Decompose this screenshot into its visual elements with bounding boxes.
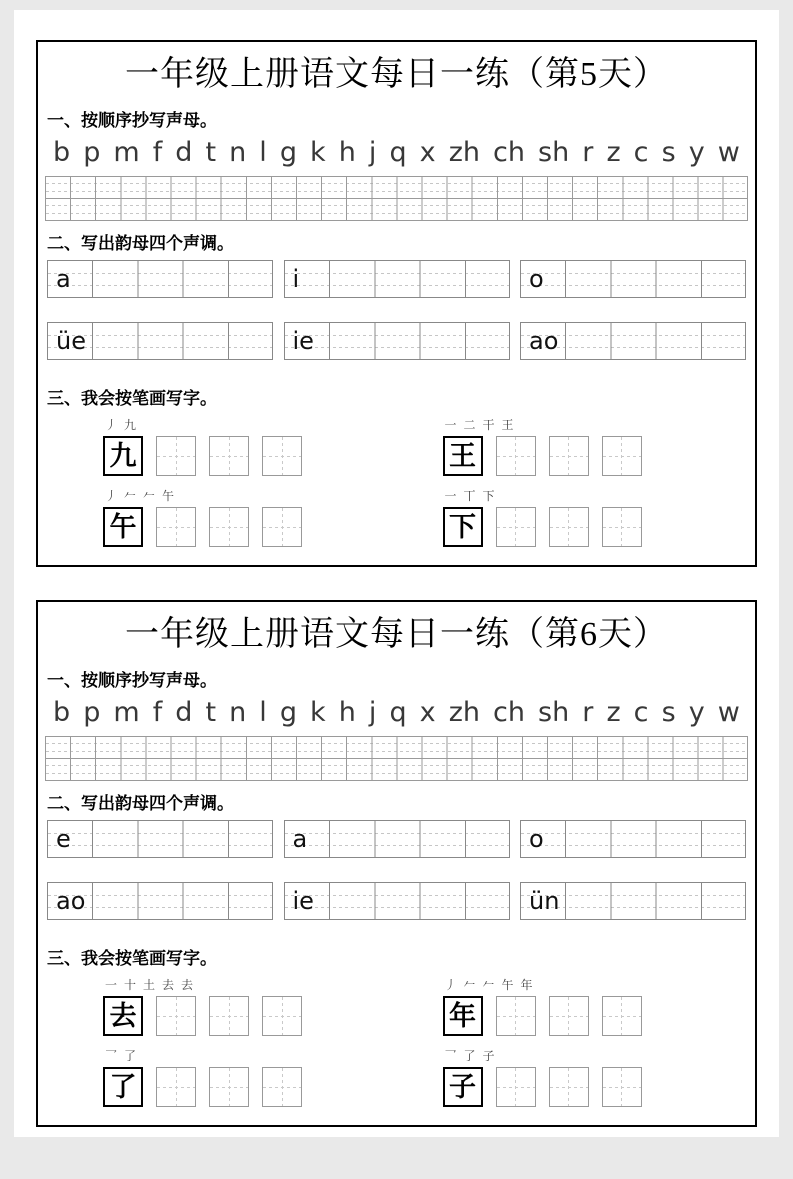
- vowel-group: [47, 820, 273, 858]
- initial-letter: h: [338, 137, 356, 168]
- initial-letter: z: [606, 697, 621, 728]
- char-group: [397, 415, 749, 476]
- section-1-heading: 一、按顺序抄写声母。: [47, 111, 217, 130]
- char-group: [397, 486, 749, 547]
- practice-cell: [209, 996, 249, 1036]
- practice-cell: [156, 436, 196, 476]
- initial-letter: q: [389, 137, 407, 168]
- vowel-group: [520, 260, 746, 298]
- stroke-order-hint: 一十土去去: [105, 978, 201, 992]
- character-box: 午: [103, 507, 143, 547]
- initial-letter: j: [368, 697, 377, 728]
- initial-letter: p: [83, 697, 101, 728]
- practice-cell: [156, 507, 196, 547]
- practice-cell: [549, 996, 589, 1036]
- worksheet-title: 一年级上册语文每日一练（第5天）: [125, 56, 668, 93]
- practice-cell: [496, 996, 536, 1036]
- character-box: 去: [103, 996, 143, 1036]
- character-box: 年: [443, 996, 483, 1036]
- vowel-label: ao: [529, 327, 559, 355]
- initial-letter: t: [205, 137, 217, 168]
- vowel-group: [520, 322, 746, 360]
- initial-letter: j: [368, 137, 377, 168]
- initial-letter: q: [389, 697, 407, 728]
- section-3-heading: 三、我会按笔画写字。: [47, 949, 217, 968]
- initial-letter: ch: [493, 137, 525, 168]
- char-group: [45, 1046, 397, 1107]
- initial-letter: f: [152, 697, 163, 728]
- vowel-label: o: [529, 825, 544, 853]
- worksheet-day6: [36, 600, 757, 1127]
- char-row: [45, 975, 748, 1036]
- vowel-group: [47, 260, 273, 298]
- worksheet-title: 一年级上册语文每日一练（第6天）: [125, 616, 668, 653]
- practice-cell: [602, 507, 642, 547]
- vowel-label: a: [292, 825, 308, 853]
- stroke-order-hint: 一丅下: [444, 489, 502, 503]
- initial-letter: d: [175, 697, 193, 728]
- character-box: 下: [443, 507, 483, 547]
- practice-cell: [262, 436, 302, 476]
- section-3-heading: 三、我会按笔画写字。: [47, 389, 217, 408]
- copy-grid-row: [45, 758, 748, 781]
- initial-letter: sh: [538, 137, 570, 168]
- vowel-label: ie: [292, 327, 314, 355]
- practice-cell: [496, 436, 536, 476]
- copy-grid-row: [45, 198, 748, 221]
- vowel-row: [47, 882, 746, 920]
- practice-boxes: [103, 436, 397, 476]
- section-1-heading: 一、按顺序抄写声母。: [47, 671, 217, 690]
- practice-boxes: [443, 1067, 749, 1107]
- practice-cell: [262, 507, 302, 547]
- initial-letter: r: [582, 137, 594, 168]
- document-page: [14, 10, 779, 1137]
- initial-letter: h: [338, 697, 356, 728]
- initial-letter: n: [229, 137, 247, 168]
- character-box: 子: [443, 1067, 483, 1107]
- vowel-label: o: [529, 265, 544, 293]
- practice-cell: [602, 1067, 642, 1107]
- practice-boxes: [443, 996, 749, 1036]
- initial-letter: z: [606, 137, 621, 168]
- copy-grid-row: [45, 736, 748, 759]
- vowel-group: [47, 882, 273, 920]
- char-group: [45, 486, 397, 547]
- initial-letter: b: [53, 137, 71, 168]
- vowel-row: [47, 260, 746, 298]
- section-2-heading: 二、写出韵母四个声调。: [47, 794, 234, 813]
- section-2-heading: 二、写出韵母四个声调。: [47, 234, 234, 253]
- initials-row: [45, 137, 748, 169]
- practice-boxes: [443, 436, 749, 476]
- initial-letter: g: [279, 697, 297, 728]
- initial-letter: y: [688, 137, 705, 168]
- initial-letter: w: [717, 697, 740, 728]
- initial-letter: l: [259, 697, 267, 728]
- char-group: [45, 975, 397, 1036]
- initial-letter: m: [113, 697, 140, 728]
- practice-cell: [602, 996, 642, 1036]
- initial-letter: c: [633, 697, 649, 728]
- practice-cell: [156, 996, 196, 1036]
- character-box: 了: [103, 1067, 143, 1107]
- initial-letter: s: [661, 137, 676, 168]
- vowel-group: [520, 882, 746, 920]
- stroke-order-hint: 丿𠂉𠂉午: [105, 489, 182, 503]
- initial-letter: k: [310, 137, 326, 168]
- stroke-order-hint: 乛了子: [444, 1049, 502, 1063]
- practice-cell: [262, 1067, 302, 1107]
- practice-cell: [549, 507, 589, 547]
- initial-letter: n: [229, 697, 247, 728]
- initial-letter: s: [661, 697, 676, 728]
- initial-letter: b: [53, 697, 71, 728]
- char-group: [45, 415, 397, 476]
- initial-letter: zh: [448, 697, 480, 728]
- vowel-row: [47, 322, 746, 360]
- practice-cell: [209, 1067, 249, 1107]
- vowel-group: [284, 322, 510, 360]
- initial-letter: l: [259, 137, 267, 168]
- char-group: [397, 975, 749, 1036]
- initial-letter: d: [175, 137, 193, 168]
- initial-letter: f: [152, 137, 163, 168]
- char-row: [45, 1046, 748, 1107]
- practice-cell: [262, 996, 302, 1036]
- vowel-label: ün: [529, 887, 560, 915]
- char-row: [45, 486, 748, 547]
- initial-letter: x: [419, 137, 436, 168]
- initial-letter: c: [633, 137, 649, 168]
- vowel-label: ao: [56, 887, 86, 915]
- initial-letter: y: [688, 697, 705, 728]
- copy-grid: [45, 176, 748, 221]
- practice-cell: [156, 1067, 196, 1107]
- vowel-row: [47, 820, 746, 858]
- vowel-label: ie: [292, 887, 314, 915]
- vowel-group: [47, 322, 273, 360]
- initial-letter: ch: [493, 697, 525, 728]
- copy-grid-row: [45, 176, 748, 199]
- initial-letter: zh: [448, 137, 480, 168]
- initial-letter: sh: [538, 697, 570, 728]
- stroke-order-hint: 丿九: [105, 418, 144, 432]
- practice-cell: [209, 507, 249, 547]
- practice-boxes: [103, 1067, 397, 1107]
- initial-letter: r: [582, 697, 594, 728]
- stroke-order-hint: 一二干王: [444, 418, 521, 432]
- vowel-group: [520, 820, 746, 858]
- practice-cell: [549, 1067, 589, 1107]
- worksheet-day5: [36, 40, 757, 567]
- practice-cell: [209, 436, 249, 476]
- vowel-group: [284, 260, 510, 298]
- vowel-label: üe: [56, 327, 86, 355]
- initial-letter: t: [205, 697, 217, 728]
- initial-letter: w: [717, 137, 740, 168]
- practice-cell: [549, 436, 589, 476]
- vowel-label: i: [292, 265, 300, 293]
- initials-row: [45, 697, 748, 729]
- char-row: [45, 415, 748, 476]
- practice-cell: [496, 507, 536, 547]
- vowel-group: [284, 820, 510, 858]
- practice-cell: [496, 1067, 536, 1107]
- initial-letter: p: [83, 137, 101, 168]
- practice-cell: [602, 436, 642, 476]
- initial-letter: k: [310, 697, 326, 728]
- character-box: 王: [443, 436, 483, 476]
- initial-letter: x: [419, 697, 436, 728]
- vowel-label: e: [56, 825, 71, 853]
- practice-boxes: [103, 507, 397, 547]
- vowel-group: [284, 882, 510, 920]
- practice-boxes: [443, 507, 749, 547]
- initial-letter: m: [113, 137, 140, 168]
- practice-boxes: [103, 996, 397, 1036]
- initial-letter: g: [279, 137, 297, 168]
- stroke-order-hint: 丿𠂉𠂉午年: [444, 978, 540, 992]
- char-group: [397, 1046, 749, 1107]
- copy-grid: [45, 736, 748, 781]
- vowel-label: a: [56, 265, 71, 293]
- stroke-order-hint: 乛了: [105, 1049, 144, 1063]
- character-box: 九: [103, 436, 143, 476]
